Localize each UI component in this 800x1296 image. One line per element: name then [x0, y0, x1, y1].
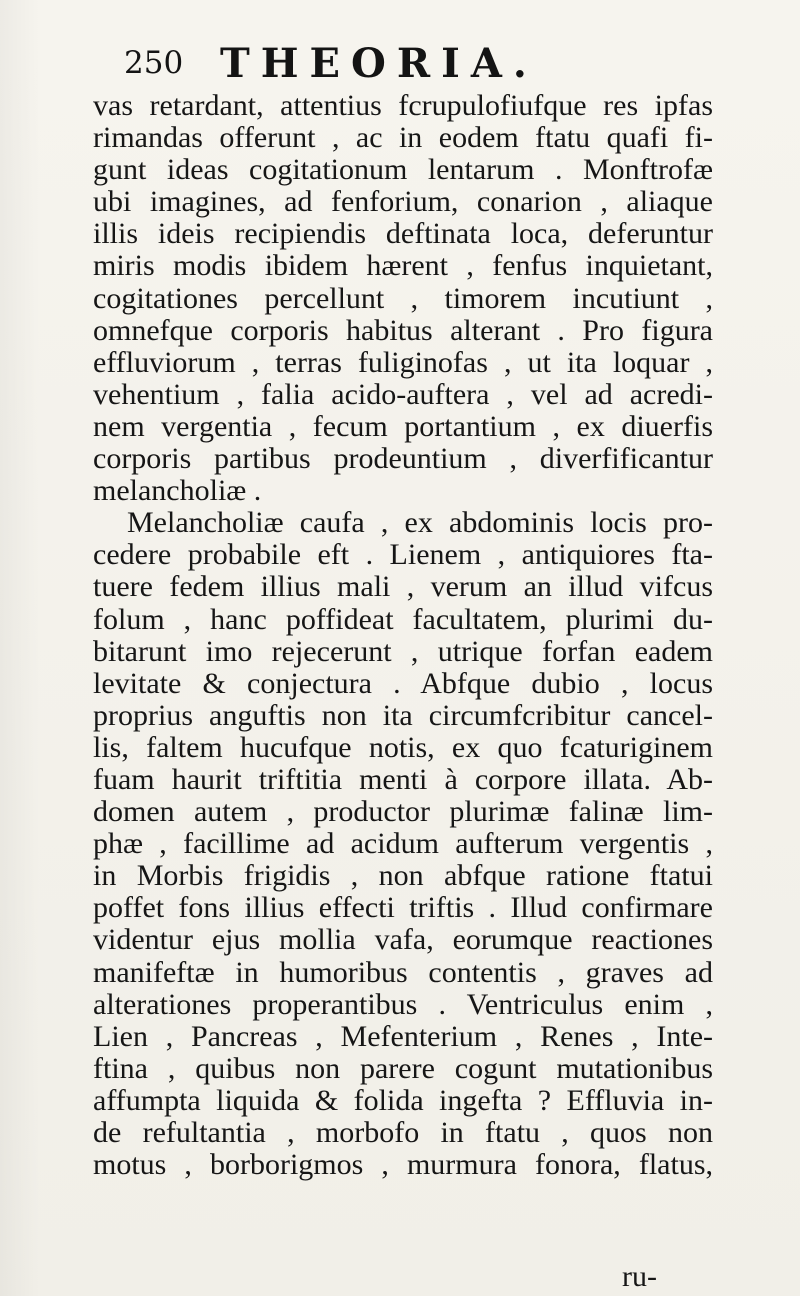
text-line: folum , hanc poffideat facultatem, plurimi du-: [93, 602, 713, 636]
text-line: bitarunt imo rejecerunt , utrique forfan eadem: [93, 634, 713, 668]
text-line: cedere probabile eft . Lienem , antiquiores fta-: [93, 538, 713, 572]
page-number: 250: [124, 45, 184, 81]
running-head: THEORIA.: [220, 40, 538, 87]
text-line: Lien , Pancreas , Mefenterium , Renes , Inte-: [93, 1019, 713, 1053]
text-line: vas retardant, attentius fcrupulofiufque res ipfas: [93, 89, 713, 122]
text-line: illis ideis recipiendis deftinata loca, deferuntur: [93, 217, 713, 251]
body-text: [93, 90, 733, 1181]
text-line: tuere fedem illius mali , verum an illud vifcus: [93, 570, 713, 604]
text-line: melancholiæ .: [93, 474, 262, 508]
text-line: poffet fons illius effecti triftis . Illud confirmare: [93, 891, 713, 925]
text-line: ubi imagines, ad fenforium, conarion , aliaque: [93, 185, 713, 219]
text-line: domen autem , productor plurimæ falinæ lim-: [93, 795, 713, 829]
text-line: cogitationes percellunt , timorem incutiunt ,: [93, 281, 713, 315]
text-line: de refultantia , morbofo in ftatu , quos non: [93, 1116, 713, 1149]
text-line: fuam haurit triftitia menti à corpore illata. Ab-: [93, 762, 713, 796]
catchword: ru-: [622, 1260, 657, 1293]
text-line: phæ , facillime ad acidum aufterum vergentis ,: [93, 827, 713, 861]
text-line: rimandas offerunt , ac in eodem ftatu quafi fi-: [93, 121, 713, 155]
text-line: manifeftæ in humoribus contentis , graves ad: [93, 955, 713, 989]
text-line: omnefque corporis habitus alterant . Pro figura: [93, 313, 713, 347]
text-line: alterationes properantibus . Ventriculus enim ,: [93, 987, 713, 1021]
text-line: affumpta liquida & folida ingefta ? Effluvia in-: [93, 1083, 713, 1117]
gutter-shadow: [0, 0, 40, 1296]
text-line: effluviorum , terras fuliginofas , ut ita loquar ,: [93, 345, 713, 379]
text-line: videntur ejus mollia vafa, eorumque reactiones: [93, 923, 713, 957]
text-line: in Morbis frigidis , non abfque ratione ftatui: [93, 859, 713, 893]
text-line: vehentium , falia acido-auftera , vel ad acredi-: [93, 377, 713, 411]
text-line: miris modis ibidem hærent , fenfus inquietant,: [93, 249, 713, 283]
page-header: [124, 40, 684, 90]
text-line: gunt ideas cogitationum lentarum . Monftrofæ: [93, 153, 713, 187]
text-line: motus , borborigmos , murmura fonora, flatus,: [93, 1148, 713, 1182]
text-line: proprius anguftis non ita circumfcribitur cancel-: [93, 698, 713, 732]
text-line: lis, faltem hucufque notis, ex quo fcaturiginem: [93, 730, 713, 764]
text-line: levitate & conjectura . Abfque dubio , locus: [93, 666, 713, 700]
paragraph-start-line: Melancholiæ caufa , ex abdominis locis pro-: [127, 506, 713, 540]
text-line: corporis partibus prodeuntium , diverfificantur: [93, 442, 713, 476]
text-line: nem vergentia , fecum portantium , ex diuerfis: [93, 409, 713, 443]
text-line: ftina , quibus non parere cogunt mutationibus: [93, 1051, 713, 1085]
